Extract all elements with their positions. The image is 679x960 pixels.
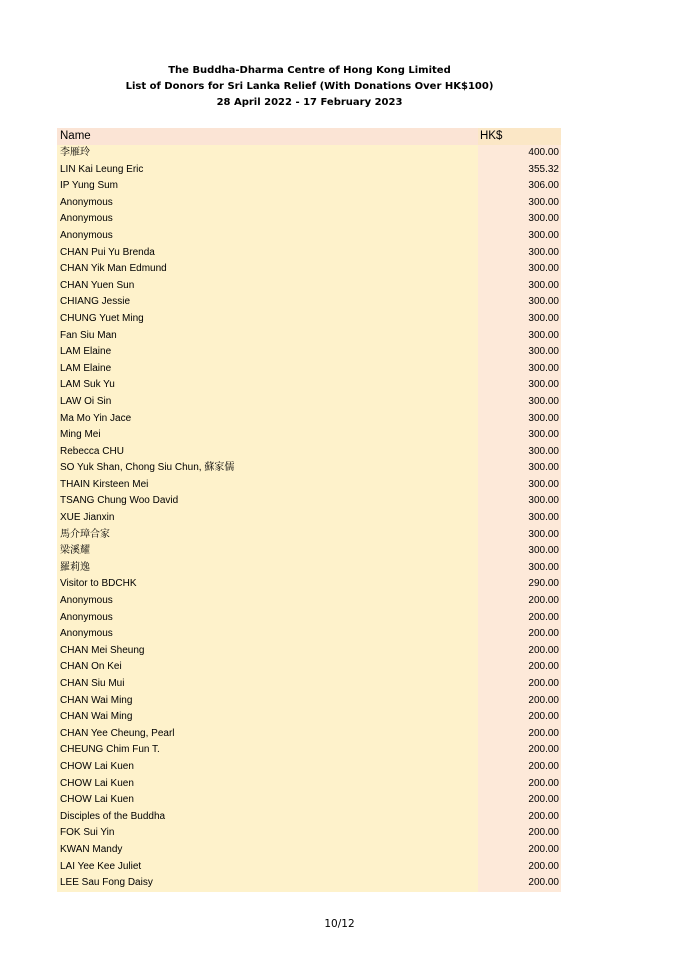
donor-name: LIN Kai Leung Eric [57,162,478,179]
donation-amount: 200.00 [478,792,561,809]
donor-name: LAW Oi Sin [57,394,478,411]
donor-name: CHUNG Yuet Ming [57,311,478,328]
table-row [57,162,561,179]
document-subtitle: List of Donors for Sri Lanka Relief (With Donations Over HK$100) [125,81,494,92]
donation-amount: 300.00 [478,228,561,245]
donation-amount: 200.00 [478,776,561,793]
donor-name: CHAN Yee Cheung, Pearl [57,726,478,743]
donor-name: Anonymous [57,228,478,245]
donation-amount: 300.00 [478,245,561,262]
table-row [57,278,561,295]
donation-amount: 200.00 [478,626,561,643]
donation-amount: 300.00 [478,493,561,510]
donor-name: Fan Siu Man [57,328,478,345]
donor-name: KWAN Mandy [57,842,478,859]
table-row [57,610,561,627]
donor-name: LAM Elaine [57,344,478,361]
table-row [57,477,561,494]
donor-name: LAM Elaine [57,361,478,378]
document-header [0,63,619,111]
donation-amount: 300.00 [478,261,561,278]
donation-amount: 200.00 [478,693,561,710]
table-row [57,543,561,560]
donor-name: 羅莉逸 [57,560,478,577]
donor-name: CHAN Pui Yu Brenda [57,245,478,262]
donation-amount: 300.00 [478,444,561,461]
donor-name: CHOW Lai Kuen [57,759,478,776]
donor-name: LAI Yee Kee Juliet [57,859,478,876]
table-row [57,377,561,394]
table-row [57,693,561,710]
table-row [57,460,561,477]
donation-amount: 300.00 [478,344,561,361]
table-row [57,576,561,593]
donation-amount: 300.00 [478,477,561,494]
table-row [57,427,561,444]
donation-amount: 200.00 [478,809,561,826]
donation-amount: 200.00 [478,676,561,693]
donation-amount: 355.32 [478,162,561,179]
page-number: 10/12 [324,918,355,930]
table-row [57,875,561,892]
donation-amount: 200.00 [478,659,561,676]
donation-amount: 300.00 [478,427,561,444]
donation-amount: 200.00 [478,643,561,660]
donor-name: Anonymous [57,195,478,212]
table-row [57,228,561,245]
table-row [57,444,561,461]
donor-name: THAIN Kirsteen Mei [57,477,478,494]
column-header-amount: HK$ [478,128,561,145]
donor-name: XUE Jianxin [57,510,478,527]
table-row [57,344,561,361]
donor-name: 馬介璋合家 [57,527,478,544]
donor-name: CHOW Lai Kuen [57,792,478,809]
table-row [57,742,561,759]
table-row [57,510,561,527]
donation-amount: 200.00 [478,759,561,776]
donation-amount: 200.00 [478,726,561,743]
table-row [57,643,561,660]
donor-name: Ma Mo Yin Jace [57,411,478,428]
donor-name: CHOW Lai Kuen [57,776,478,793]
donation-amount: 300.00 [478,311,561,328]
table-row [57,328,561,345]
donor-name: Anonymous [57,211,478,228]
table-row [57,659,561,676]
donor-name: Disciples of the Buddha [57,809,478,826]
document-title: The Buddha-Dharma Centre of Hong Kong Limited [168,65,451,76]
donation-amount: 300.00 [478,328,561,345]
donation-amount: 290.00 [478,576,561,593]
table-row [57,792,561,809]
donation-amount: 300.00 [478,377,561,394]
donor-name: CHAN On Kei [57,659,478,676]
donor-name: LAM Suk Yu [57,377,478,394]
donation-amount: 300.00 [478,294,561,311]
donor-name: CHEUNG Chim Fun T. [57,742,478,759]
table-row [57,809,561,826]
table-row [57,211,561,228]
donor-table [57,128,561,892]
donor-name: TSANG Chung Woo David [57,493,478,510]
donation-amount: 200.00 [478,610,561,627]
donation-amount: 300.00 [478,394,561,411]
donation-amount: 300.00 [478,527,561,544]
donor-name: 李雁玲 [57,145,478,162]
table-row [57,527,561,544]
table-row [57,593,561,610]
table-row [57,776,561,793]
table-row [57,842,561,859]
table-row [57,560,561,577]
table-row [57,411,561,428]
donor-name: IP Yung Sum [57,178,478,195]
table-row [57,178,561,195]
donor-name: CHAN Siu Mui [57,676,478,693]
donation-amount: 300.00 [478,543,561,560]
donation-amount: 200.00 [478,875,561,892]
table-header-row [57,128,561,145]
column-header-name: Name [57,128,478,145]
donor-name: CHAN Mei Sheung [57,643,478,660]
donor-name: LEE Sau Fong Daisy [57,875,478,892]
donor-name: Rebecca CHU [57,444,478,461]
table-row [57,361,561,378]
table-row [57,759,561,776]
donor-name: CHIANG Jessie [57,294,478,311]
donor-name: CHAN Yik Man Edmund [57,261,478,278]
donor-name: CHAN Wai Ming [57,693,478,710]
donation-amount: 400.00 [478,145,561,162]
donation-amount: 200.00 [478,709,561,726]
donation-amount: 300.00 [478,460,561,477]
table-row [57,493,561,510]
donation-amount: 300.00 [478,361,561,378]
donation-amount: 200.00 [478,825,561,842]
donation-amount: 200.00 [478,859,561,876]
document-date-range: 28 April 2022 - 17 February 2023 [216,97,403,108]
table-row [57,294,561,311]
table-row [57,145,561,162]
donation-amount: 300.00 [478,560,561,577]
donor-name: Visitor to BDCHK [57,576,478,593]
table-row [57,311,561,328]
donor-name: CHAN Wai Ming [57,709,478,726]
donation-amount: 200.00 [478,742,561,759]
donation-amount: 200.00 [478,593,561,610]
donor-name: 梁溪耀 [57,543,478,560]
donation-amount: 300.00 [478,510,561,527]
donor-name: Anonymous [57,593,478,610]
table-row [57,626,561,643]
donation-amount: 200.00 [478,842,561,859]
donor-name: CHAN Yuen Sun [57,278,478,295]
table-row [57,245,561,262]
table-row [57,394,561,411]
donor-name: Anonymous [57,610,478,627]
table-row [57,859,561,876]
donation-amount: 300.00 [478,411,561,428]
table-row [57,726,561,743]
table-row [57,709,561,726]
donation-amount: 300.00 [478,278,561,295]
donor-name: Ming Mei [57,427,478,444]
donor-name: Anonymous [57,626,478,643]
table-row [57,676,561,693]
donor-name: FOK Sui Yin [57,825,478,842]
donation-amount: 300.00 [478,211,561,228]
table-body [57,145,561,892]
table-row [57,195,561,212]
donation-amount: 306.00 [478,178,561,195]
table-row [57,825,561,842]
donor-name: SO Yuk Shan, Chong Siu Chun, 蘇家儒 [57,460,478,477]
table-row [57,261,561,278]
donation-amount: 300.00 [478,195,561,212]
